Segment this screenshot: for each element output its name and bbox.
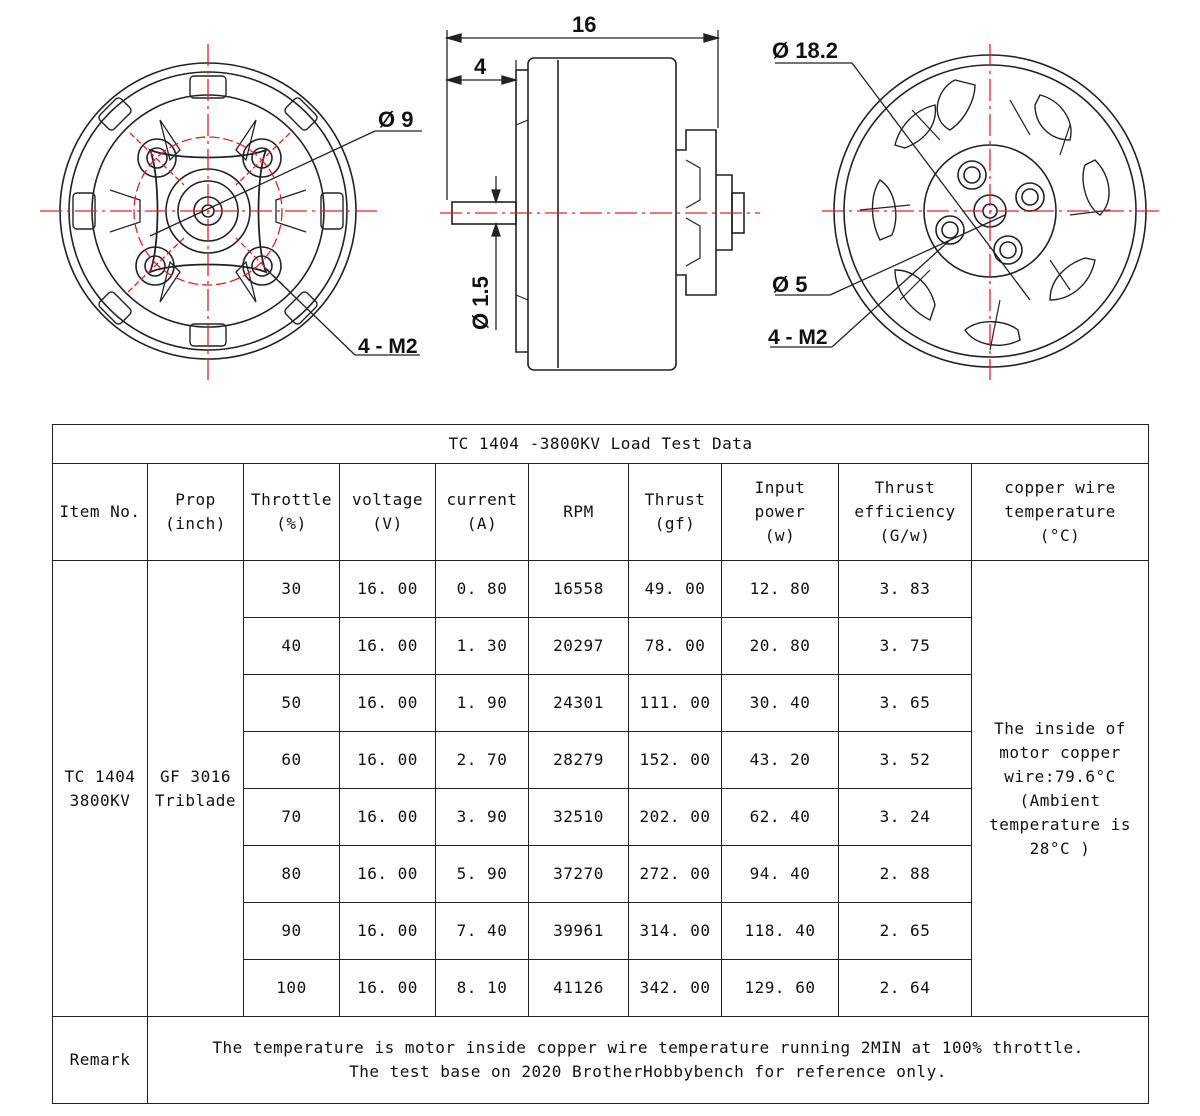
power-cell: 43. 20 — [722, 732, 839, 789]
current-cell: 1. 90 — [436, 675, 529, 732]
header-thrust-efficiency: Thrust efficiency (G/w) — [839, 464, 972, 561]
voltage-cell: 16. 00 — [340, 618, 436, 675]
diameter-18-2-label: Ø 18.2 — [772, 38, 839, 63]
efficiency-cell: 3. 75 — [839, 618, 972, 675]
throttle-cell: 40 — [244, 618, 340, 675]
width-4-label: 4 — [474, 54, 487, 79]
voltage-cell: 16. 00 — [340, 960, 436, 1017]
header-current: current (A) — [436, 464, 529, 561]
efficiency-cell: 3. 83 — [839, 561, 972, 618]
efficiency-cell: 3. 65 — [839, 675, 972, 732]
rpm-cell: 37270 — [529, 846, 629, 903]
rpm-cell: 16558 — [529, 561, 629, 618]
header-rpm: RPM — [529, 464, 629, 561]
rpm-cell: 32510 — [529, 789, 629, 846]
remark-line: The test base on 2020 BrotherHobbybench for reference only. — [349, 1062, 947, 1081]
rpm-cell: 20297 — [529, 618, 629, 675]
rpm-cell: 39961 — [529, 903, 629, 960]
rear-view-leaders — [770, 63, 1030, 347]
header-copper-temp: copper wire temperature (°C) — [972, 464, 1149, 561]
current-cell: 8. 10 — [436, 960, 529, 1017]
voltage-cell: 16. 00 — [340, 561, 436, 618]
thrust-cell: 342. 00 — [629, 960, 722, 1017]
header-thrust: Thrust (gf) — [629, 464, 722, 561]
throttle-cell: 70 — [244, 789, 340, 846]
power-cell: 30. 40 — [722, 675, 839, 732]
width-16-label: 16 — [572, 12, 597, 37]
front-view-leaders — [150, 131, 422, 355]
throttle-cell: 30 — [244, 561, 340, 618]
throttle-cell: 60 — [244, 732, 340, 789]
current-cell: 7. 40 — [436, 903, 529, 960]
holes-right-label: 4 - M2 — [768, 326, 828, 349]
current-cell: 3. 90 — [436, 789, 529, 846]
thrust-cell: 49. 00 — [629, 561, 722, 618]
thrust-cell: 272. 00 — [629, 846, 722, 903]
throttle-cell: 80 — [244, 846, 340, 903]
remark-line: The temperature is motor inside copper wire temperature running 2MIN at 100% throttle. — [212, 1038, 1084, 1057]
current-cell: 1. 30 — [436, 618, 529, 675]
current-cell: 5. 90 — [436, 846, 529, 903]
diameter-5-label: Ø 5 — [772, 272, 808, 297]
efficiency-cell: 2. 88 — [839, 846, 972, 903]
power-cell: 118. 40 — [722, 903, 839, 960]
power-cell: 129. 60 — [722, 960, 839, 1017]
rpm-cell: 28279 — [529, 732, 629, 789]
throttle-cell: 50 — [244, 675, 340, 732]
table-row — [53, 561, 1149, 618]
thrust-cell: 111. 00 — [629, 675, 722, 732]
motor-technical-drawings — [0, 0, 1200, 400]
efficiency-cell: 3. 52 — [839, 732, 972, 789]
rpm-cell: 24301 — [529, 675, 629, 732]
header-input-power: Input power (w) — [722, 464, 839, 561]
efficiency-cell: 2. 64 — [839, 960, 972, 1017]
remark-label: Remark — [53, 1017, 148, 1104]
remark-row — [53, 1017, 1149, 1104]
remark-text-cell — [148, 1017, 1149, 1104]
power-cell: 62. 40 — [722, 789, 839, 846]
thrust-cell: 78. 00 — [629, 618, 722, 675]
voltage-cell: 16. 00 — [340, 903, 436, 960]
holes-left-label: 4 - M2 — [358, 335, 418, 358]
throttle-cell: 100 — [244, 960, 340, 1017]
voltage-cell: 16. 00 — [340, 675, 436, 732]
header-throttle: Throttle (%) — [244, 464, 340, 561]
table-title: TC 1404 -3800KV Load Test Data — [53, 425, 1149, 464]
item-no-cell: TC 1404 3800KV — [53, 561, 148, 1017]
efficiency-cell: 2. 65 — [839, 903, 972, 960]
header-prop: Prop (inch) — [148, 464, 244, 561]
voltage-cell: 16. 00 — [340, 789, 436, 846]
power-cell: 12. 80 — [722, 561, 839, 618]
current-cell: 2. 70 — [436, 732, 529, 789]
thrust-cell: 152. 00 — [629, 732, 722, 789]
thrust-cell: 314. 00 — [629, 903, 722, 960]
load-test-table — [52, 424, 1149, 1104]
header-voltage: voltage (V) — [340, 464, 436, 561]
current-cell: 0. 80 — [436, 561, 529, 618]
diameter-1-5-label: Ø 1.5 — [468, 276, 493, 330]
diameter-9-label: Ø 9 — [378, 107, 414, 132]
voltage-cell: 16. 00 — [340, 732, 436, 789]
power-cell: 20. 80 — [722, 618, 839, 675]
voltage-cell: 16. 00 — [340, 846, 436, 903]
thrust-cell: 202. 00 — [629, 789, 722, 846]
prop-cell: GF 3016 Triblade — [148, 561, 244, 1017]
temperature-note-cell: The inside of motor copper wire:79.6°C (Ambient temperature is 28°C ) — [972, 561, 1149, 1017]
header-item-no: Item No. — [53, 464, 148, 561]
header-row — [53, 464, 1149, 561]
rpm-cell: 41126 — [529, 960, 629, 1017]
throttle-cell: 90 — [244, 903, 340, 960]
power-cell: 94. 40 — [722, 846, 839, 903]
efficiency-cell: 3. 24 — [839, 789, 972, 846]
